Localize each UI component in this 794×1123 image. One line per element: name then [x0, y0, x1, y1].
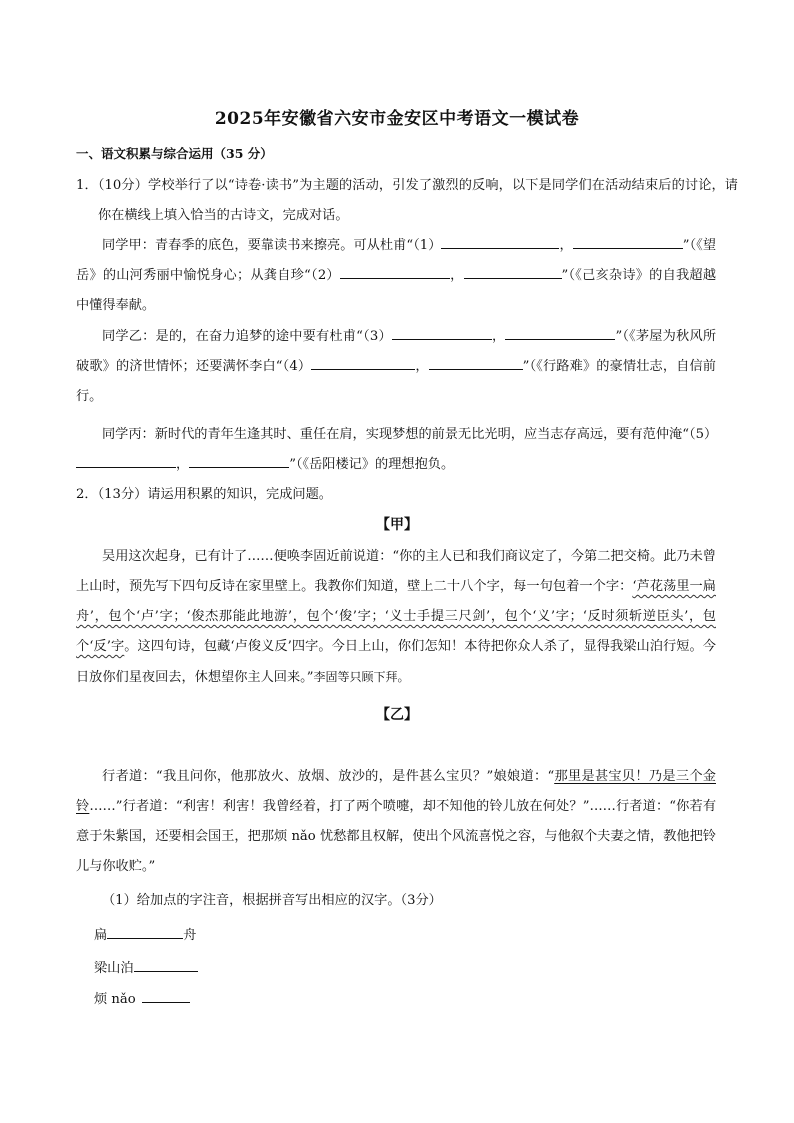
question-2-intro: 2．（13分）请运用积累的知识，完成问题。	[76, 487, 332, 502]
passage-jia	[76, 542, 716, 693]
answer-blank-pinyin-1[interactable]	[107, 924, 183, 939]
passage-yi	[76, 762, 716, 882]
answer-blank-1a[interactable]	[441, 232, 559, 249]
passage-yi-label: 【乙】	[376, 707, 418, 723]
comma: ，	[176, 457, 190, 472]
dialogue-c-text-2: ”（《岳阳楼记》的理想抱负。	[289, 457, 455, 472]
comma: ，	[449, 268, 464, 283]
dialogue-a	[76, 231, 716, 321]
fill-item-1-char: 扁	[94, 928, 108, 943]
dialogue-a-text-2: ”（《望岳》的山河秀丽中愉悦身心；从龚自珍“（2）	[76, 238, 717, 283]
passage-jia-text: 吴用这次起身，已有计了……便唤李固近前说道：“你的主人已和我们商议定了，今第二把交椅。此乃未曾上山时，预先写下四句反诗在家里壁上。我教你们知道，壁上二十八个字，每一句包着一个字：	[76, 549, 716, 594]
answer-blank-char-3[interactable]	[142, 988, 190, 1003]
answer-blank-5a[interactable]	[76, 451, 176, 468]
fill-item-2-word: 梁山泊	[94, 961, 134, 976]
dialogue-b	[76, 322, 716, 412]
passage-yi-text: 行者道：“我且问你，他那放火、放烟、放沙的，是件甚么宝贝？”娘娘道：“	[102, 769, 555, 784]
fill-item-1	[94, 924, 196, 943]
answer-blank-5b[interactable]	[189, 451, 289, 468]
question-1-intro	[76, 171, 738, 231]
dialogue-b-text-3: ”（《行路难》的豪情壮志，自信前行。	[76, 359, 716, 404]
passage-jia-tail: 李固等只顾下拜。	[313, 670, 410, 684]
fill-item-1-char-2: 舟	[183, 928, 197, 943]
section-heading: 一、语文积累与综合运用（35 分）	[76, 146, 273, 161]
question-1-text: 1．（10分）学校举行了以“诗卷·读书”为主题的活动，引发了激烈的反响，以下是同学们在活动结束后的讨论，请你在横线上填入恰当的古诗文，完成对话。	[76, 178, 738, 223]
dialogue-b-text: 同学乙：是的，在奋力追梦的途中要有杜甫“（3）	[102, 329, 392, 344]
passage-jia-text-2: 。这四句诗，包藏‘卢俊义反’四字。今日上山，你们怎知！本待把你众人杀了，显得我梁山泊行短。今日放你们星夜回去，休想望你主人回来。”	[76, 639, 716, 685]
passage-jia-poem: ‘芦花荡里一扁舟’，包个‘卢’字；‘俊杰那能此地游’，包个‘俊’字；‘义士手提三尺剑’，包个‘义’字；‘反时须斩逆臣头’，包个‘反’字	[76, 579, 716, 654]
fill-item-3	[94, 988, 190, 1007]
answer-blank-4a[interactable]	[311, 353, 415, 370]
answer-blank-1b[interactable]	[573, 232, 683, 249]
dialogue-c-text: 同学丙：新时代的青年生逢其时、重任在肩，实现梦想的前景无比光明，应当志存高远，要有范仲淹“（5）	[102, 427, 718, 442]
comma: ，	[559, 238, 573, 253]
answer-blank-4b[interactable]	[429, 353, 523, 370]
comma: ，	[491, 329, 506, 344]
passage-yi-underlined: 那里是甚宝贝！乃是三个金铃	[76, 769, 716, 814]
comma: ，	[415, 359, 429, 374]
dialogue-a-text: 同学甲：青春季的底色，要靠读书来擦亮。可从杜甫“（1）	[102, 238, 442, 253]
answer-blank-3b[interactable]	[505, 323, 615, 340]
dialogue-c	[76, 420, 716, 480]
dialogue-a-text-3: ”（《己亥杂诗》的自我超越中懂得奉献。	[76, 268, 717, 313]
passage-yi-text-2: ……”行者道：“利害！利害！我曾经着，打了两个喷嚏，却不知他的铃儿放在何处？”……行者道：“你若有意于朱紫国，还要相会国王，把那烦 nǎo 忧愁都且权解，使出个风流喜悦之容，与他叙个夫妻之情，教他把铃儿与你收贮。”	[76, 799, 717, 874]
answer-blank-2a[interactable]	[340, 262, 450, 279]
passage-jia-label: 【甲】	[376, 517, 418, 533]
page-title: 2025年安徽省六安市金安区中考语文一模试卷	[214, 109, 580, 129]
answer-blank-2b[interactable]	[464, 262, 562, 279]
answer-blank-3a[interactable]	[392, 323, 492, 340]
dialogue-b-text-2: ”（《茅屋为秋风所破歌》的济世情怀；还要满怀李白“（4）	[76, 329, 717, 374]
answer-blank-pinyin-2[interactable]	[134, 957, 198, 972]
fill-item-3-word: 烦 nǎo	[94, 992, 136, 1007]
sub-question-1: （1）给加点的字注音，根据拼音写出相应的汉字。（3分）	[102, 893, 442, 908]
fill-item-2	[94, 957, 198, 976]
